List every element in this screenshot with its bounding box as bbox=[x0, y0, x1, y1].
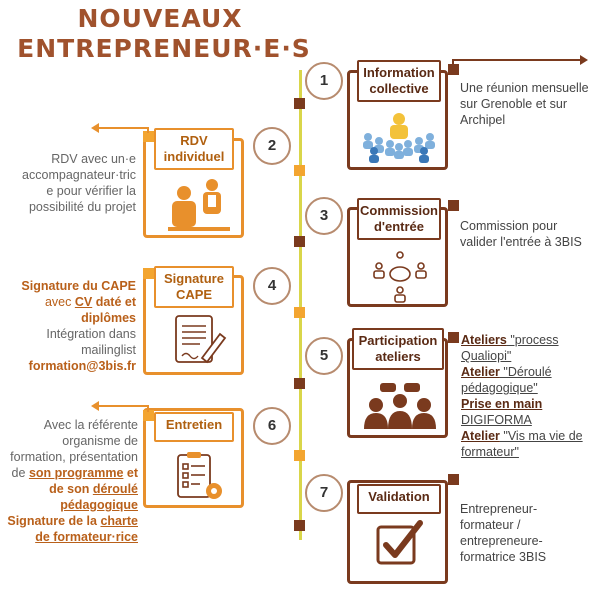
step-number-3: 3 bbox=[305, 197, 343, 235]
arrow-right-icon bbox=[580, 55, 588, 65]
consultation-icon bbox=[168, 177, 230, 233]
step-desc-5: Ateliers "process Qualiopi" Atelier "Déroulé pédagogique" Prise en main DIGIFORMA Atelier "Vis ma vie de formateur" bbox=[461, 333, 583, 459]
step-desc-2: RDV avec un·e accompagnateur·tric e pour vérifier la possibilité du projet bbox=[22, 152, 136, 214]
timeline-marker-1 bbox=[294, 98, 305, 109]
checklist-gear-icon bbox=[174, 451, 226, 503]
discussion-group-icon bbox=[362, 381, 438, 433]
step-number-5: 5 bbox=[305, 337, 343, 375]
step-number-2: 2 bbox=[253, 127, 291, 165]
step-title-6: Entretien bbox=[154, 412, 234, 442]
step-title-2: RDV individuel bbox=[154, 128, 234, 170]
meeting-audience-icon bbox=[360, 111, 438, 163]
step-corner-5 bbox=[448, 332, 459, 343]
step-corner-7 bbox=[448, 474, 459, 485]
connector-1 bbox=[452, 59, 582, 61]
step-number-7: 7 bbox=[305, 474, 343, 512]
timeline-marker-4 bbox=[294, 307, 305, 318]
timeline-line bbox=[299, 70, 302, 540]
step-desc-6: Avec la référente organisme de formation, présentation de son programme et de son déroulé pédagogique Signature de la charte de formateur·rice bbox=[7, 418, 138, 544]
timeline-marker-5 bbox=[294, 378, 305, 389]
timeline-marker-2 bbox=[294, 165, 305, 176]
step-desc-4: Signature du CAPE avec CV daté et diplômes Intégration dans mailinglist formation@3bis.fr bbox=[21, 279, 136, 373]
step-number-4: 4 bbox=[253, 267, 291, 305]
step-corner-3 bbox=[448, 200, 459, 211]
step-number-6: 6 bbox=[253, 407, 291, 445]
step-corner-4 bbox=[143, 268, 154, 279]
step-title-4: Signature CAPE bbox=[154, 266, 234, 308]
arrow-left-icon bbox=[91, 401, 99, 411]
step-title-1 bbox=[357, 60, 441, 102]
step-desc-7: Entrepreneur- formateur / entrepreneure- formatrice 3BIS bbox=[460, 502, 547, 564]
timeline-marker-3 bbox=[294, 236, 305, 247]
page-title-line1: NOUVEAUX bbox=[77, 4, 243, 33]
step-title-1-b: collective bbox=[369, 81, 429, 96]
contract-signature-icon bbox=[172, 312, 228, 368]
step-title-5: Participation ateliers bbox=[352, 328, 444, 370]
step-title-7: Validation bbox=[357, 484, 441, 514]
step-desc-3: Commission pour valider l'entrée à 3BIS bbox=[460, 219, 582, 249]
step-title-3: Commission d'entrée bbox=[357, 198, 441, 240]
timeline-marker-6 bbox=[294, 450, 305, 461]
round-table-icon bbox=[370, 250, 430, 304]
page-title-line2: ENTREPRENEUR·E·S bbox=[17, 34, 311, 63]
checkbox-validation-icon bbox=[374, 517, 428, 569]
connector-2 bbox=[99, 127, 149, 129]
arrow-left-icon bbox=[91, 123, 99, 133]
connector-6 bbox=[99, 405, 149, 407]
step-title-1-a: Information bbox=[363, 65, 435, 80]
step-desc-1: Une réunion mensuelle sur Grenoble et sur Archipel bbox=[460, 81, 589, 127]
step-number-1: 1 bbox=[305, 62, 343, 100]
timeline-marker-7 bbox=[294, 520, 305, 531]
